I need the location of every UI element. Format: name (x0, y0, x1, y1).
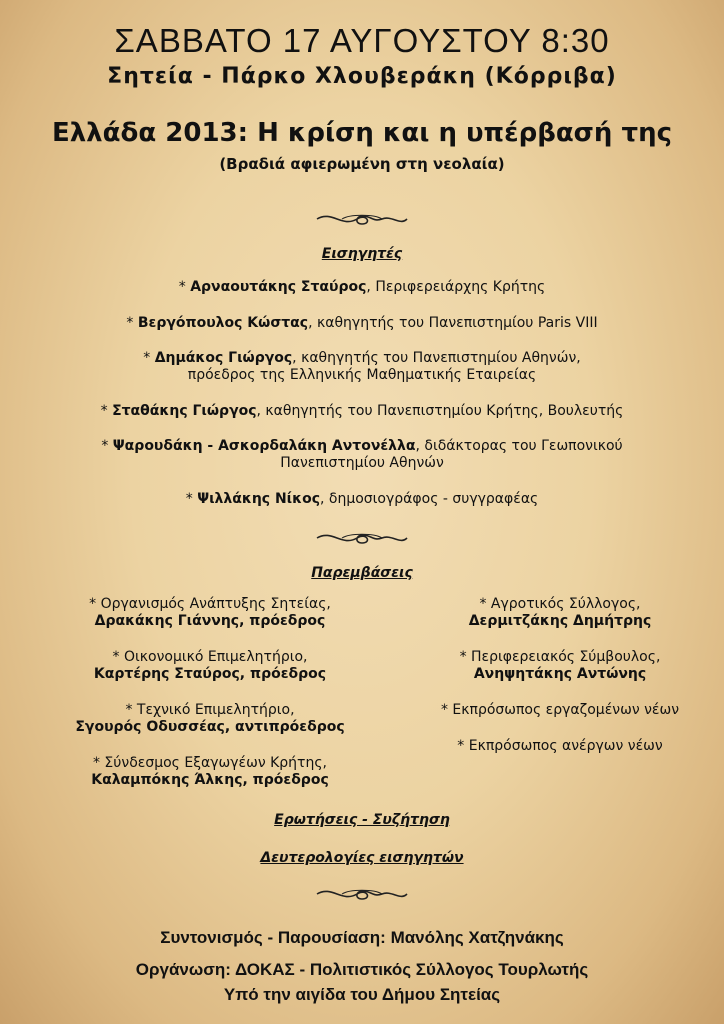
intervention-person: Ανηψητάκης Αντώνης (473, 666, 647, 682)
intervention-person: Καρτέρης Σταύρος, πρόεδρος (93, 666, 327, 682)
speaker-name: Σταθάκης Γιώργος (112, 403, 257, 419)
speaker-name: Ψαρουδάκη - Ασκορδαλάκη Αντονέλλα (112, 438, 416, 454)
rebuttals-heading: Δευτερολογίες εισηγητών (260, 850, 464, 866)
intervention-org: * Εκπρόσωπος ανέργων νέων (457, 738, 663, 754)
event-location: Σητεία - Πάρκο Χλουβεράκη (Κόρριβα) (107, 64, 617, 89)
speaker-description: , διδάκτορας του Γεωπονικού (415, 438, 623, 454)
intervention-person: Καλαμπόκης Άλκης, πρόεδρος (91, 772, 329, 788)
speaker-description: , καθηγητής του Πανεπιστημίου Paris VIII (308, 315, 598, 331)
speaker-item: * Αρναουτάκης Σταύρος, Περιφερειάρχης Κρήτης (178, 279, 546, 295)
intervention-org: * Αγροτικός Σύλλογος, (479, 596, 641, 612)
intervention-item (10, 755, 410, 789)
intervention-org: * Σύνδεσμος Εξαγωγέων Κρήτης, (92, 755, 327, 771)
speaker-description: , δημοσιογράφος - συγγραφέας (320, 491, 539, 507)
auspices-line: Υπό την αιγίδα του Δήμου Σητείας (223, 985, 501, 1004)
speaker-item: * Ψιλλάκης Νίκος, δημοσιογράφος - συγγραφέας (185, 491, 539, 507)
speaker-description: , καθηγητής του Πανεπιστημίου Αθηνών, (292, 350, 581, 366)
speaker-description-cont: Πανεπιστημίου Αθηνών (280, 455, 444, 471)
ornament-divider (312, 527, 412, 549)
event-subtitle: (Βραδιά αφιερωμένη στη νεολαία) (219, 155, 505, 173)
event-title: Ελλάδα 2013: Η κρίση και η υπέρβασή της (51, 118, 673, 148)
intervention-item (10, 649, 410, 683)
intervention-item (400, 649, 720, 683)
intervention-item (400, 702, 720, 719)
speaker-name: Βεργόπουλος Κώστας (137, 315, 309, 331)
intervention-item (400, 738, 720, 755)
intervention-item (10, 596, 410, 630)
coordination-line: Συντονισμός - Παρουσίαση: Μανόλης Χατζηνάκης (160, 928, 564, 947)
speaker-description-cont: πρόεδρος της Ελληνικής Μαθηματικής Εταιρείας (187, 367, 537, 383)
intervention-item (400, 596, 720, 630)
intervention-person: Σγουρός Οδυσσέας, αντιπρόεδρος (75, 719, 345, 735)
intervention-person: Δρακάκης Γιάννης, πρόεδρος (94, 613, 326, 629)
speaker-item: * Ψαρουδάκη - Ασκορδαλάκη Αντονέλλα, διδάκτορας του Γεωπονικού Πανεπιστημίου Αθηνών (101, 438, 623, 471)
intervention-item (10, 702, 410, 736)
intervention-org: * Τεχνικό Επιμελητήριο, (125, 702, 295, 718)
ornament-divider (312, 208, 412, 230)
speaker-name: Αρναουτάκης Σταύρος (190, 279, 367, 295)
ornament-divider (312, 883, 412, 905)
intervention-org: * Οργανισμός Ανάπτυξης Σητείας, (89, 596, 331, 612)
intervention-org: * Εκπρόσωπος εργαζομένων νέων (440, 702, 680, 718)
organization-line: Οργάνωση: ΔΟΚΑΣ - Πολιτιστικός Σύλλογος Τουρλωτής (135, 960, 589, 979)
speaker-item: * Δημάκος Γιώργος, καθηγητής του Πανεπιστημίου Αθηνών, πρόεδρος της Ελληνικής Μαθηματικής Εταιρείας (143, 350, 581, 383)
speaker-item: * Βεργόπουλος Κώστας, καθηγητής του Πανεπιστημίου Paris VIII (126, 315, 598, 331)
event-date: ΣΑΒΒΑΤΟ 17 ΑΥΓΟΥΣΤΟΥ 8:30 (114, 22, 610, 59)
speaker-item: * Σταθάκης Γιώργος, καθηγητής του Πανεπιστημίου Κρήτης, Βουλευτής (100, 403, 624, 419)
intervention-org: * Οικονομικό Επιμελητήριο, (112, 649, 308, 665)
intervention-person: Δερμιτζάκης Δημήτρης (468, 613, 652, 629)
interventions-heading: Παρεμβάσεις (311, 565, 413, 581)
intervention-org: * Περιφερειακός Σύμβουλος, (459, 649, 661, 665)
discussion-heading: Ερωτήσεις - Συζήτηση (274, 812, 450, 828)
speaker-description: , Περιφερειάρχης Κρήτης (366, 279, 546, 295)
speaker-description: , καθηγητής του Πανεπιστημίου Κρήτης, Βουλευτής (256, 403, 624, 419)
speaker-name: Δημάκος Γιώργος (154, 350, 293, 366)
speaker-name: Ψιλλάκης Νίκος (197, 491, 320, 507)
speakers-heading: Εισηγητές (321, 246, 403, 262)
